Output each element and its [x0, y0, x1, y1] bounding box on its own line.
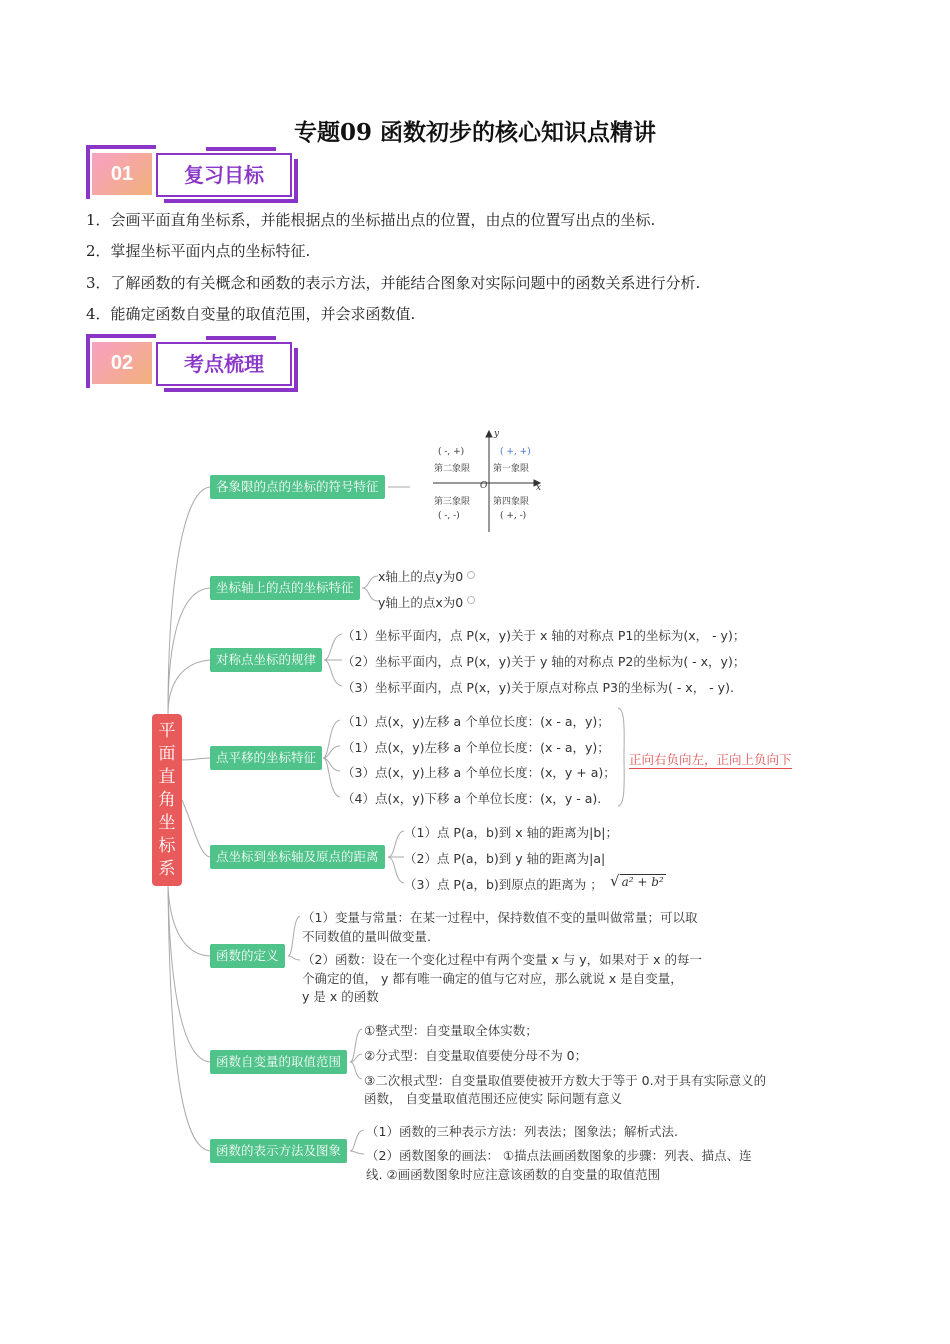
goal-item: 3．了解函数的有关概念和函数的表示方法，并能结合图象对实际问题中的函数关系进行分析. — [86, 274, 701, 292]
section-label: 考点梳理 — [156, 342, 292, 386]
goal-item: 1．会画平面直角坐标系，并能根据点的坐标描出点的位置，由点的位置写出点的坐标. — [86, 211, 656, 229]
distance-formula: √ a² + b² — [610, 872, 664, 890]
q1-sign: ( +, +) — [500, 447, 531, 457]
goal-item: 4．能确定函数自变量的取值范围，并会求函数值. — [86, 305, 416, 323]
leaf-item: （1）点(x，y)左移 a 个单位长度：(x - a，y)； — [342, 740, 610, 755]
leaf-item: y轴上的点x为0 — [378, 595, 464, 610]
translation-note: 正向右负向左，正向上负向下 — [629, 752, 792, 767]
q2-name: 第二象限 — [434, 464, 471, 474]
branch-domain: 函数自变量的取值范围 — [210, 1050, 347, 1074]
y-axis-label: y — [494, 429, 500, 439]
leaf-item: （1）坐标平面内，点 P(x，y)关于 x 轴的对称点 P1的坐标为(x， - y)； — [342, 628, 746, 643]
leaf-item: （2）坐标平面内，点 P(x，y)关于 y 轴的对称点 P2的坐标为( - x，y)； — [342, 654, 746, 669]
branch-translation: 点平移的坐标特征 — [210, 746, 322, 770]
leaf-item: （1）函数的三种表示方法：列表法；图象法；解析式法. — [366, 1124, 678, 1139]
leaf-item: （2）函数：设在一个变化过程中有两个变量 x 与 y，如果对于 x 的每一 — [302, 952, 703, 967]
branch-axis-points: 坐标轴上的点的坐标特征 — [210, 576, 360, 600]
branch-symmetric-points: 对称点坐标的规律 — [210, 648, 322, 672]
section-number: 01 — [92, 153, 152, 195]
leaf-item: y 是 x 的函数 — [302, 989, 379, 1004]
leaf-item: ②分式型：自变量取值要使分母不为 0； — [364, 1048, 588, 1063]
branch-function-definition: 函数的定义 — [210, 944, 285, 968]
section-label: 复习目标 — [156, 153, 292, 197]
leaf-item: （3）点(x，y)上移 a 个单位长度：(x，y + a)； — [342, 765, 616, 780]
mindmap-root: 平面直角坐标系 — [152, 714, 182, 886]
leaf-item: 函数， 自变量取值范围还应使实 际问题有意义 — [364, 1091, 622, 1106]
x-axis-label: x — [536, 483, 542, 493]
origin-label: O — [480, 481, 488, 491]
branch-quadrant-signs: 各象限的点的坐标的符号特征 — [210, 475, 385, 499]
leaf-item: （2）点 P(a，b)到 y 轴的距离为|a| — [404, 851, 606, 866]
leaf-item: x轴上的点y为0 — [378, 569, 464, 584]
leaf-item: （1）点(x，y)左移 a 个单位长度：(x - a，y)； — [342, 714, 610, 729]
leaf-item: （4）点(x，y)下移 a 个单位长度：(x，y - a). — [342, 791, 602, 806]
leaf-item: 个确定的值， y 都有唯一确定的值与它对应，那么就说 x 是自变量， — [302, 971, 683, 986]
q4-sign: ( +, -) — [500, 511, 527, 521]
q4-name: 第四象限 — [493, 497, 530, 507]
quadrant-diagram — [420, 425, 550, 535]
q2-sign: ( -, +) — [438, 447, 465, 457]
leaf-item: 线. ②画函数图象时应注意该函数的自变量的取值范围 — [366, 1167, 661, 1182]
page-title: 专题09 函数初步的核心知识点精讲 — [293, 119, 656, 146]
branch-distance: 点坐标到坐标轴及原点的距离 — [210, 845, 385, 869]
leaf-item: （3）点 P(a，b)到原点的距离为 ； — [404, 877, 603, 892]
leaf-item: 不同数值的量叫做变量. — [302, 929, 431, 944]
q1-name: 第一象限 — [493, 464, 530, 474]
leaf-item: ③二次根式型：自变量取值要使被开方数大于等于 0.对于具有实际意义的 — [364, 1073, 767, 1088]
branch-representation: 函数的表示方法及图象 — [210, 1139, 347, 1163]
leaf-item: ①整式型：自变量取全体实数； — [364, 1023, 538, 1038]
section-number: 02 — [92, 342, 152, 384]
leaf-item: （1）点 P(a，b)到 x 轴的距离为|b|； — [404, 825, 619, 840]
leaf-item: （1）变量与常量：在某一过程中，保持数值不变的量叫做常量；可以取 — [302, 910, 698, 925]
leaf-item: （3）坐标平面内，点 P(x，y)关于原点对称点 P3的坐标为( - x， - y). — [342, 680, 734, 695]
q3-sign: ( -, -) — [438, 511, 460, 521]
leaf-item: （2）函数图象的画法： ①描点法画函数图象的步骤：列表、描点、连 — [366, 1148, 752, 1163]
goal-item: 2．掌握坐标平面内点的坐标特征. — [86, 242, 311, 260]
q3-name: 第三象限 — [434, 497, 471, 507]
